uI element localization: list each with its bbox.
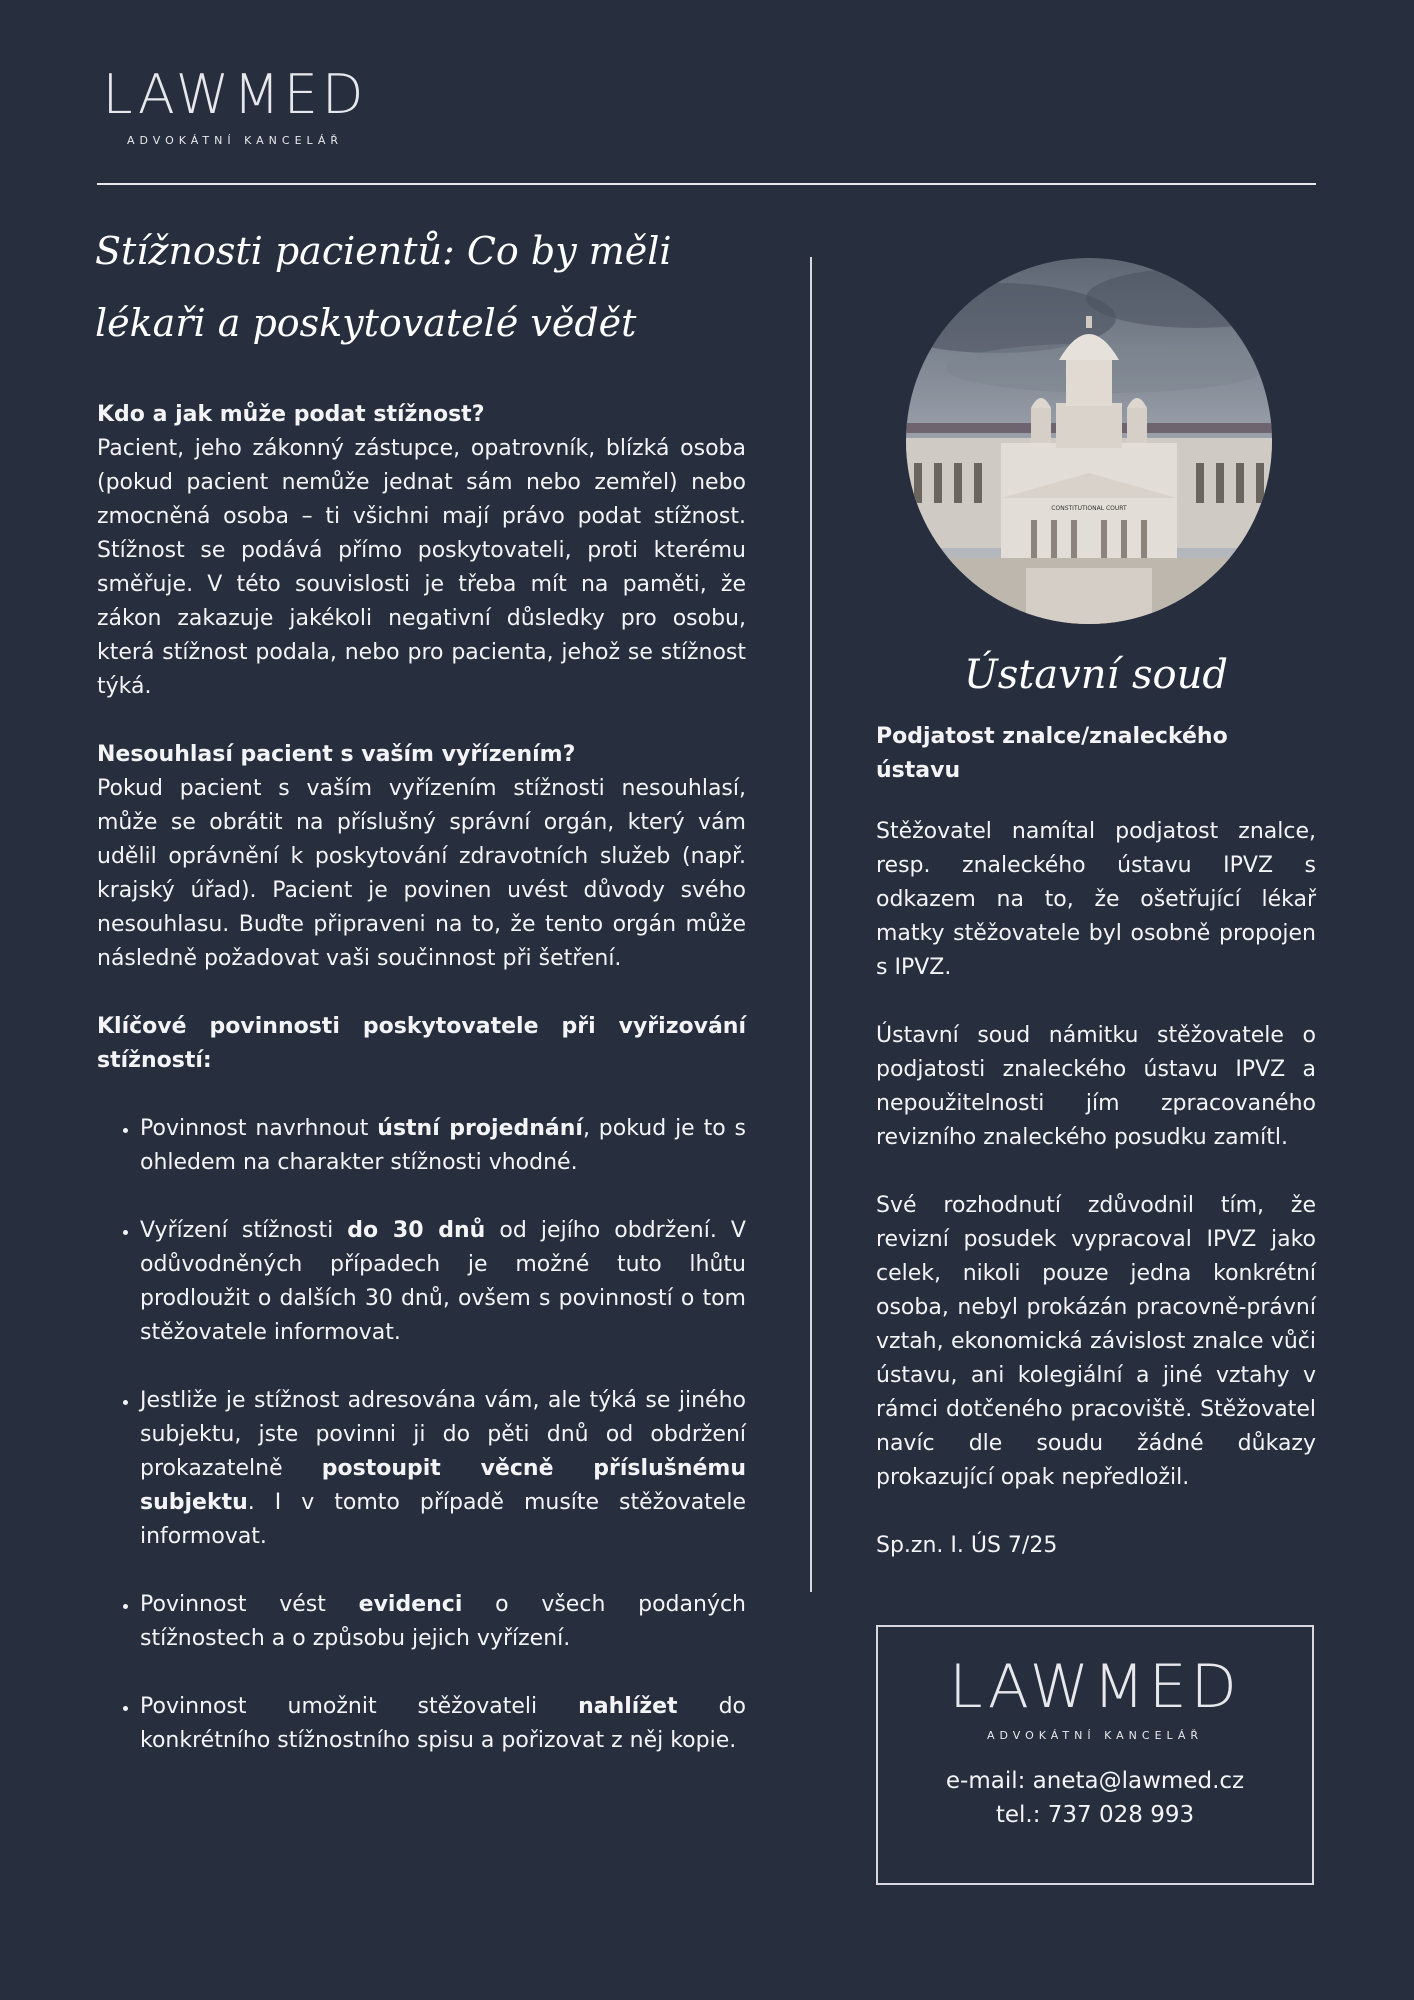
case-paragraph-3: Své rozhodnutí zdůvodnil tím, že revizní posudek vypracoval IPVZ jako celek, nikoli pouze jedna konkrétní osoba, nebyl prokázán pracovně-právní vztah, ekonomická závislost znalce vůči ústavu, ani kolegiální a jiné vztahy v rámci dotčeného pracoviště. Stěžovatel navíc dle soudu žádné důkazy prokazující opak nepředložil. [876, 1193, 1316, 1490]
court-building-image [906, 258, 1272, 624]
contact-phone[interactable]: tel.: 737 028 993 [995, 1802, 1195, 1828]
list-item: • Povinnost navrhnout ústní projednání, pokud je to s ohledem na charakter stížnosti vhodné. [140, 1112, 746, 1180]
brand-logo [97, 63, 373, 147]
case-reference: Sp.zn. I. ÚS 7/25 [876, 1533, 1058, 1558]
list-item: • Vyřízení stížnosti do 30 dnů od jejího obdržení. V odůvodněných případech je možné tuto lhůtu prodloužit o dalších 30 dnů, ovšem s povinností o tom stěžovatele informovat. [140, 1214, 746, 1350]
list-item: • Povinnost vést evidenci o všech podaných stížnostech a o způsobu jejich vyřízení. [140, 1588, 746, 1656]
section-heading-who: Kdo a jak může podat stížnost? [97, 402, 485, 427]
court-title: Ústavní soud [963, 652, 1228, 698]
brand-logo [930, 1652, 1260, 1742]
page-title: Stížnosti pacientů: Co by měli lékaři a poskytovatelé vědět [95, 229, 672, 345]
section-text-who: Pacient, jeho zákonný zástupce, opatrovník, blízká osoba (pokud pacient nemůže jednat sám nebo zemřel) nebo zmocněná osoba – ti všichni mají právo podat stížnost. Stížnost se podává přímo poskytovateli, proti kterému směřuje. V této souvislosti je třeba mít na paměti, že zákon zakazuje jakékoli negativní důsledky pro osobu, která stížnost podala, nebo pro pacienta, jehož se stížnost týká. [97, 436, 746, 699]
court-inscription: CONSTITUTIONAL COURT [1051, 505, 1127, 512]
contact-box [876, 1625, 1314, 1885]
section-heading-disagree: Nesouhlasí pacient s vaším vyřízením? [97, 742, 576, 767]
header-divider [97, 183, 1316, 185]
section-heading-duties: Klíčové povinnosti poskytovatele při vyřizování stížností: [97, 1014, 746, 1073]
brand-tagline: ADVOKÁTNÍ KANCELÁŘ [126, 134, 344, 147]
list-item: • Povinnost umožnit stěžovateli nahlížet do konkrétního stížnostního spisu a pořizovat z něj kopie. [140, 1690, 746, 1758]
brand-name: LAWMED [102, 63, 368, 126]
contact-email[interactable]: e-mail: aneta@lawmed.cz [945, 1768, 1245, 1794]
list-item: • Jestliže je stížnost adresována vám, ale týká se jiného subjektu, jste povinni ji do pěti dnů od obdržení prokazatelně postoupit věcně příslušnému subjektu. I v tomto případě musíte stěžovatele informovat. [140, 1384, 746, 1554]
column-divider [810, 257, 812, 1592]
left-column [97, 398, 746, 1792]
section-text-disagree: Pokud pacient s vaším vyřízením stížnosti nesouhlasí, může se obrátit na příslušný správní orgán, který vám udělil oprávnění k poskytování zdravotních služeb (např. krajský úřad). Pacient je povinen uvést důvody svého nesouhlasu. Buďte připraveni na to, že tento orgán může následně požadovat vaši součinnost při šetření. [97, 776, 746, 971]
brand-tagline: ADVOKÁTNÍ KANCELÁŘ [986, 1729, 1204, 1742]
case-paragraph-1: Stěžovatel namítal podjatost znalce, resp. znaleckého ústavu IPVZ s odkazem na to, že ošetřující lékař matky stěžovatele byl osobně propojen s IPVZ. [876, 819, 1316, 980]
case-paragraph-2: Ústavní soud námitku stěžovatele o podjatosti znaleckého ústavu IPVZ a nepoužitelnosti jím zpracovaného revizního znaleckého posudku zamítl. [876, 1023, 1316, 1150]
case-heading: Podjatost znalce/znaleckého ústavu [876, 724, 1228, 783]
right-column [876, 720, 1316, 1563]
duties-list [97, 1112, 746, 1758]
brand-name: LAWMED [949, 1652, 1241, 1722]
